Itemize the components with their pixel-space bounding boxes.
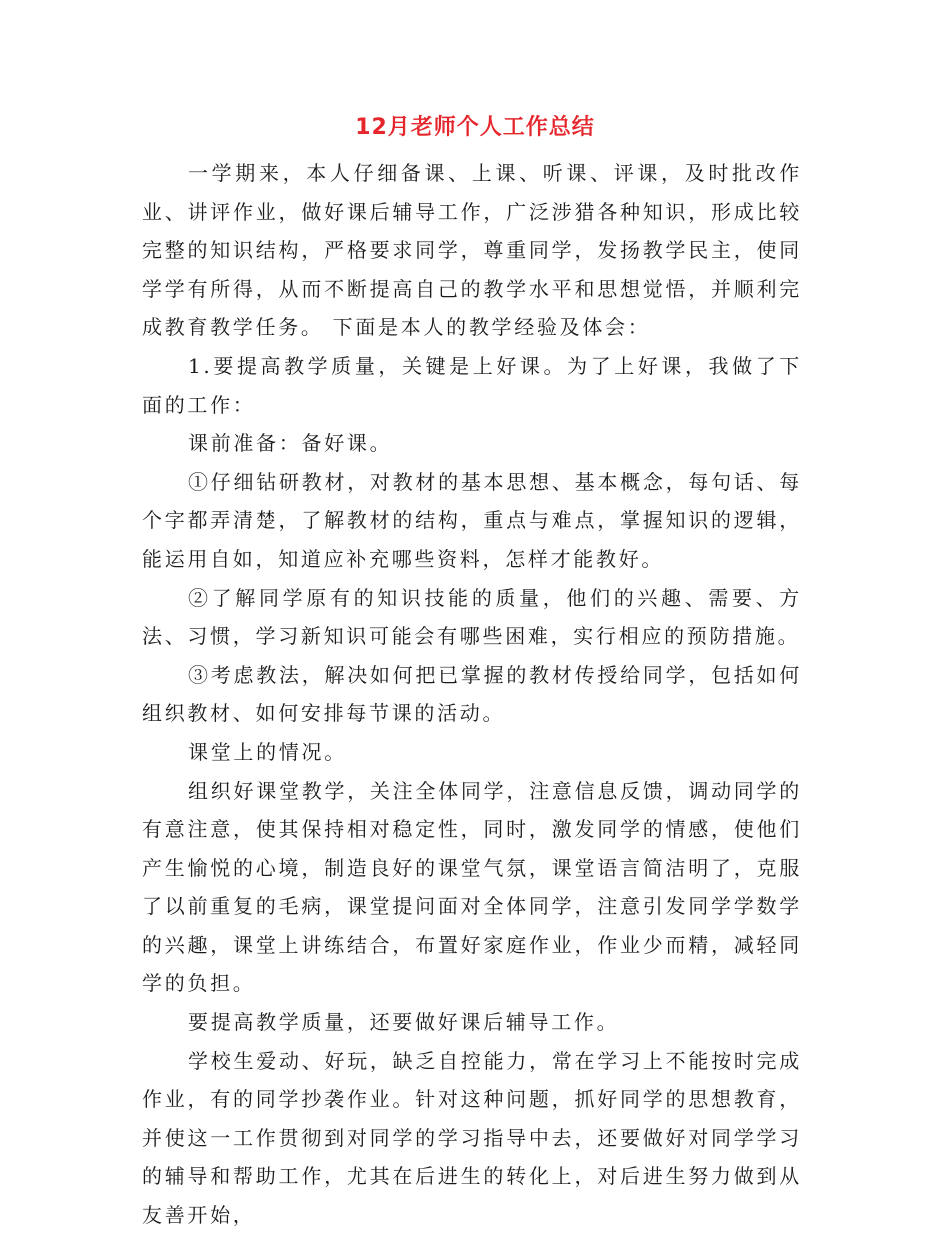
paragraph-after-class: 学校生爱动、好玩，缺乏自控能力，常在学习上不能按时完成作业，有的同学抄袭作业。针对这种问题，抓好同学的思想教育，并使这一工作贯彻到对同学的学习指导中去，还要做好对同学学习的辅导和帮助工作，尤其在后进生的转化上，对后进生努力做到从友善开始， [142,1048,802,1228]
paragraph-prep-item-1: ①仔细钻研教材，对教材的基本思想、基本概念，每句话、每个字都弄清楚，了解教材的结构，重点与难点，掌握知识的逻辑，能运用自如，知道应补充哪些资料，怎样才能教好。 [142,469,802,571]
paragraph-lesson-prep: 课前准备：备好课。 [188,431,393,456]
paragraph-classroom-heading: 课堂上的情况。 [188,739,347,764]
document-title: 12月老师个人工作总结 [355,115,595,140]
paragraph-after-class-heading: 要提高教学质量，还要做好课后辅导工作。 [188,1010,620,1035]
document-body [142,154,802,1235]
paragraph-point-1: 1.要提高教学质量，关键是上好课。为了上好课，我做了下面的工作： [142,353,802,417]
paragraph-prep-item-3: ③考虑教法，解决如何把已掌握的教材传授给同学，包括如何组织教材、如何安排每节课的活动。 [142,662,802,726]
paragraph-prep-item-2: ②了解同学原有的知识技能的质量，他们的兴趣、需要、方法、习惯，学习新知识可能会有哪些困难，实行相应的预防措施。 [142,585,802,649]
paragraph-intro: 一学期来，本人仔细备课、上课、听课、评课，及时批改作业、讲评作业，做好课后辅导工作，广泛涉猎各种知识，形成比较完整的知识结构，严格要求同学，尊重同学，发扬教学民主，使同学学有所得，从而不断提高自己的教学水平和思想觉悟，并顺利完成教育教学任务。 下面是本人的教学经验及体会： [142,161,802,340]
paragraph-classroom: 组织好课堂教学，关注全体同学，注意信息反馈，调动同学的有意注意，使其保持相对稳定性，同时，激发同学的情感，使他们产生愉悦的心境，制造良好的课堂气氛，课堂语言简洁明了，克服了以前重复的毛病，课堂提问面对全体同学，注意引发同学学数学的兴趣，课堂上讲练结合，布置好家庭作业，作业少而精，减轻同学的负担。 [142,778,802,996]
